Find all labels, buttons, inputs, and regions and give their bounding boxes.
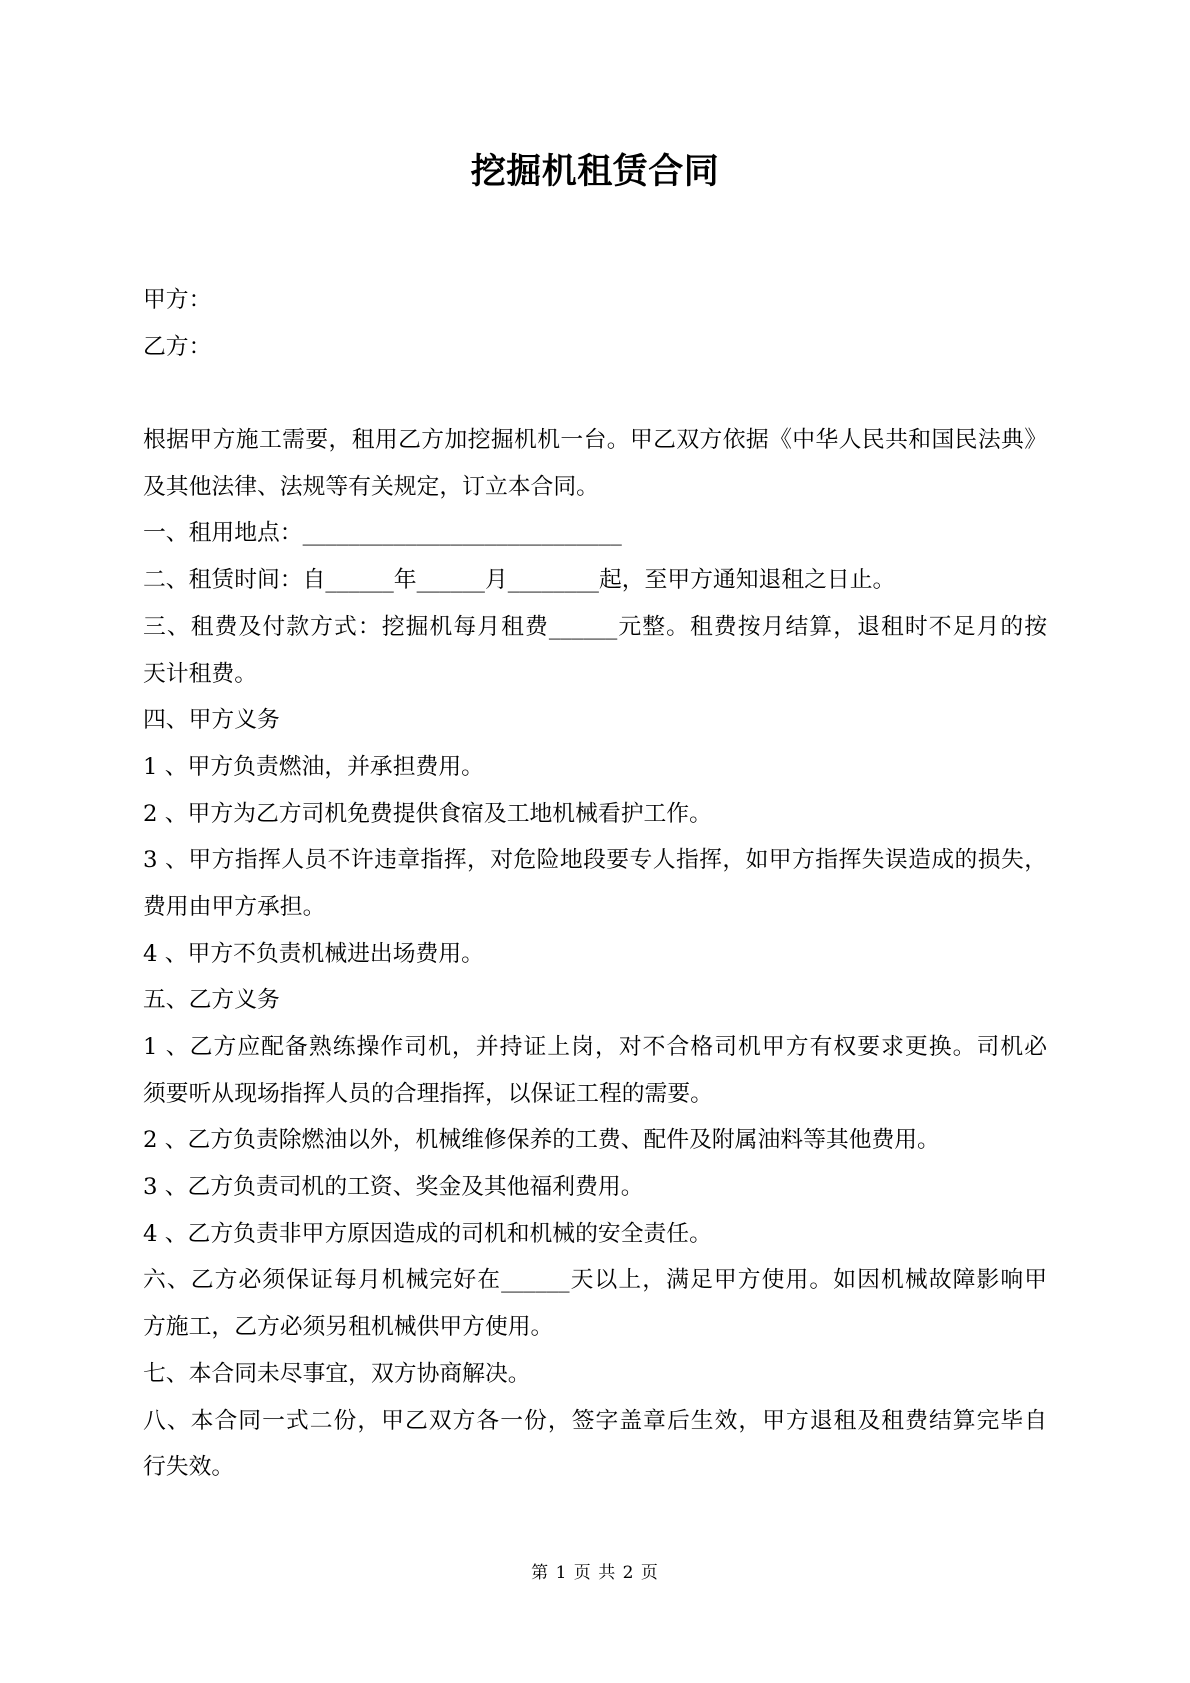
clause-line: 2 、乙方负责除燃油以外，机械维修保养的工费、配件及附属油料等其他费用。	[143, 1127, 940, 1154]
clause-line: 方施工，乙方必须另租机械供甲方使用。	[143, 1314, 554, 1341]
preamble-line: 根据甲方施工需要，租用乙方加挖掘机机一台。甲乙双方依据《中华人民共和国民法典》	[143, 427, 1047, 454]
clause-line: 一、租用地点：____________________________	[143, 520, 622, 547]
clause-line: 3 、甲方指挥人员不许违章指挥，对危险地段要专人指挥，如甲方指挥失误造成的损失，	[143, 847, 1047, 874]
party-b-obligation-item	[143, 1117, 1047, 1164]
clause-line: 行失效。	[143, 1454, 235, 1481]
clause-line: 天计租费。	[143, 660, 257, 687]
clause-line: 六、乙方必须保证每月机械完好在______天以上，满足甲方使用。如因机械故障影响甲	[143, 1267, 1047, 1294]
party-a-obligation-item	[143, 837, 1047, 930]
party-b-label: 乙方：	[143, 333, 212, 360]
clause-line: 3 、乙方负责司机的工资、奖金及其他福利费用。	[143, 1174, 644, 1201]
section-heading-party-b-obligations	[143, 977, 1047, 1024]
section-heading: 五、乙方义务	[143, 987, 280, 1014]
clause-line: 4 、乙方负责非甲方原因造成的司机和机械的安全责任。	[143, 1220, 712, 1247]
party-a-obligation-item	[143, 744, 1047, 791]
preamble-line: 及其他法律、法规等有关规定，订立本合同。	[143, 473, 599, 500]
clause-line: 须要听从现场指挥人员的合理指挥，以保证工程的需要。	[143, 1080, 713, 1107]
document-title: 挖掘机租赁合同	[470, 151, 720, 192]
page-number: 第 1 页 共 2 页	[531, 1563, 659, 1583]
party-a-obligation-item	[143, 791, 1047, 838]
clause-line: 七、本合同未尽事宜，双方协商解决。	[143, 1360, 531, 1387]
clause-line: 费用由甲方承担。	[143, 893, 326, 920]
section-heading-party-a-obligations	[143, 697, 1047, 744]
party-b-obligation-item	[143, 1211, 1047, 1258]
clause-rental-period	[143, 557, 1047, 604]
clause-line: 2 、甲方为乙方司机免费提供食宿及工地机械看护工作。	[143, 800, 712, 827]
preamble	[143, 417, 1047, 510]
section-heading: 四、甲方义务	[143, 707, 280, 734]
document-body	[143, 277, 1047, 1491]
clause-line: 三、租费及付款方式：挖掘机每月租费______元整。租费按月结算，退租时不足月的按	[143, 613, 1047, 640]
clause-line: 4 、甲方不负责机械进出场费用。	[143, 940, 484, 967]
clause-rental-location	[143, 510, 1047, 557]
clause-rent-payment	[143, 604, 1047, 697]
clause-unresolved-matters	[143, 1351, 1047, 1398]
party-b-obligation-item	[143, 1164, 1047, 1211]
clause-line: 1 、乙方应配备熟练操作司机，并持证上岗，对不合格司机甲方有权要求更换。司机必	[143, 1034, 1047, 1060]
party-a-label: 甲方：	[143, 287, 212, 313]
clause-equipment-availability	[143, 1257, 1047, 1350]
clause-copies-validity	[143, 1398, 1047, 1491]
clause-line: 1 、甲方负责燃油，并承担费用。	[143, 753, 484, 780]
clause-line: 二、租赁时间：自______年______月________起，至甲方通知退租之日止。	[143, 567, 896, 594]
party-b-obligation-item	[143, 1024, 1047, 1117]
clause-line: 八、本合同一式二份，甲乙双方各一份，签字盖章后生效，甲方退租及租费结算完毕自	[143, 1407, 1047, 1434]
party-a-obligation-item	[143, 931, 1047, 978]
